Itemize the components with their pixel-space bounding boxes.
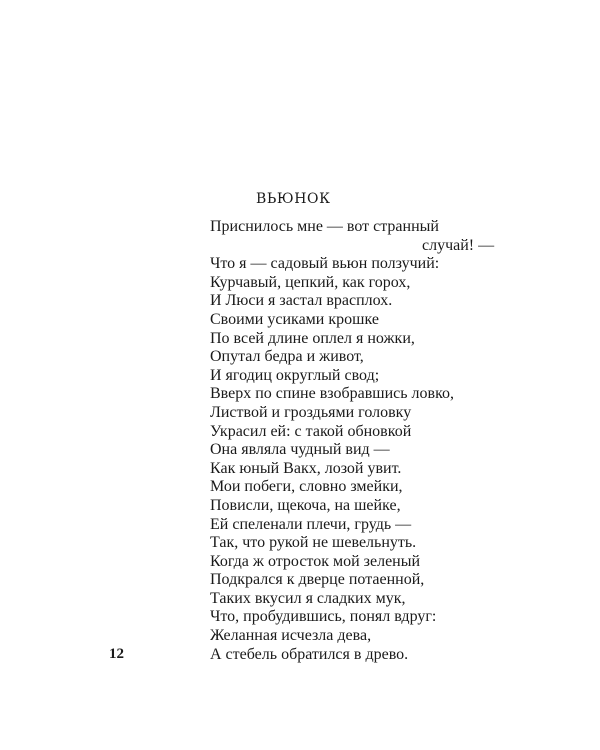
poem-line: Повисли, щекоча, на шейке, [210, 496, 401, 514]
poem-line: Таких вкусил я сладких мук, [210, 589, 406, 607]
poem-line: Ей спеленали плечи, грудь — [210, 515, 412, 533]
poem-line: Листвой и гроздьями головку [210, 403, 412, 421]
poem-line: И Люси я застал врасплох. [210, 292, 393, 310]
poem-line: Вверх по спине взобравшись ловко, [210, 385, 455, 403]
poem-line: Подкрался к дверце потаенной, [210, 571, 425, 589]
poem-line: Она являла чудный вид — [210, 441, 390, 459]
poem-body [210, 218, 494, 664]
poem-line: И ягодиц округлый свод; [210, 366, 380, 384]
poem-line: Когда ж отросток мой зеленый [210, 552, 421, 570]
poem-line: Что я — садовый вьюн ползучий: [210, 255, 440, 273]
poem-line: Своими усиками крошке [210, 310, 379, 328]
poem-line: Мои побеги, словно змейки, [210, 478, 403, 496]
poem-line: По всей длине оплел я ножки, [210, 329, 415, 347]
poem-line: Так, что рукой не шевельнуть. [210, 534, 417, 552]
poem-line: Приснилось мне — вот странный [210, 218, 439, 235]
page-number: 12 [109, 646, 124, 662]
poem-line: Что, пробудившись, понял вдруг: [210, 608, 437, 626]
poem-line: Украсил ей: с такой обновкой [210, 422, 412, 440]
poem-line: Как юный Вакх, лозой увит. [210, 459, 402, 477]
poem-line: Опутал бедра и живот, [210, 348, 364, 366]
poem-line: Курчавый, цепкий, как горох, [210, 273, 411, 291]
poem-line-continuation: случай! — [422, 236, 495, 254]
poem-line: Желанная исчезла дева, [210, 627, 372, 645]
poem-title: ВЬЮНОК [256, 191, 331, 207]
poem-line: А стебель обратился в древо. [210, 645, 409, 663]
